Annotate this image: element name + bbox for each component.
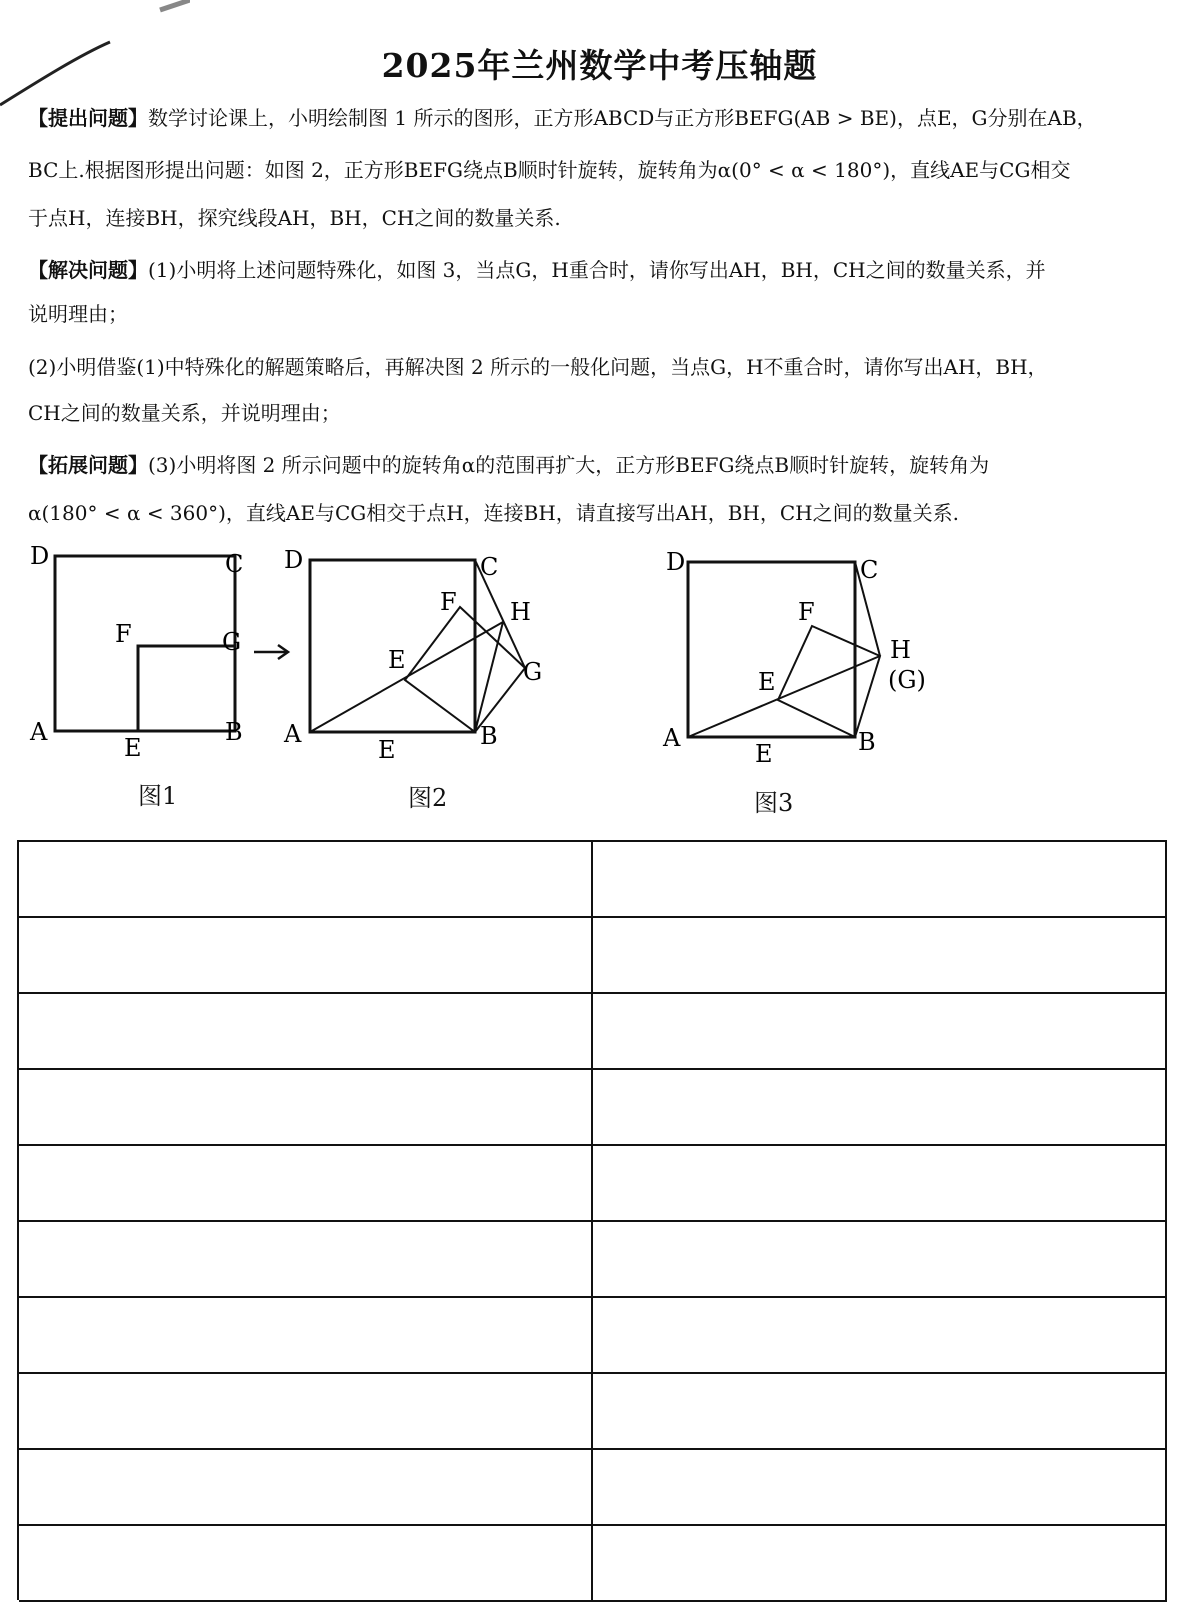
label-b: B — [225, 718, 243, 746]
label-f: F — [115, 620, 132, 648]
answer-grid — [17, 840, 1167, 1600]
figure-2 — [280, 540, 570, 770]
line-ae — [688, 656, 880, 737]
label-h: H — [510, 598, 531, 626]
square-befg — [138, 646, 235, 731]
answer-cell[interactable] — [19, 1526, 593, 1602]
answer-cell[interactable] — [19, 994, 593, 1070]
answer-cell[interactable] — [19, 1070, 593, 1146]
label-e: E — [124, 734, 142, 762]
tag-raise-problem: 【提出问题】 — [28, 106, 148, 130]
answer-cell[interactable] — [593, 1374, 1167, 1450]
label-b: B — [480, 722, 498, 750]
label-f: F — [798, 598, 815, 626]
square-befg — [778, 626, 880, 737]
figure-2-caption: 图2 — [408, 784, 448, 812]
raise-line-1: 【提出问题】数学讨论课上，小明绘制图 1 所示的图形，正方形ABCD与正方形BEFG(AB > BE)，点E，G分别在AB， — [28, 106, 1097, 130]
label-a: A — [30, 718, 48, 746]
answer-cell[interactable] — [19, 1146, 593, 1222]
tag-extend-problem: 【拓展问题】 — [28, 453, 148, 477]
figure-3 — [660, 540, 950, 770]
square-befg — [405, 607, 525, 732]
figure-1 — [20, 540, 270, 770]
page-title: 2025年兰州数学中考压轴题 — [381, 46, 818, 85]
answer-cell[interactable] — [593, 1526, 1167, 1602]
label-e-inner: E — [388, 646, 406, 674]
answer-cell[interactable] — [19, 1298, 593, 1374]
label-c: C — [860, 556, 879, 584]
solve-line-2: 说明理由； — [28, 302, 128, 326]
answer-cell[interactable] — [593, 1450, 1167, 1526]
answer-cell[interactable] — [593, 1070, 1167, 1146]
label-g: G — [523, 658, 543, 686]
tag-solve-problem: 【解决问题】 — [28, 258, 148, 282]
label-a: A — [284, 720, 302, 748]
square-abcd — [55, 556, 235, 731]
solve-line-1: 【解决问题】(1)小明将上述问题特殊化，如图 3，当点G，H重合时，请你写出AH，BH，CH之间的数量关系，并 — [28, 258, 1046, 282]
label-d: D — [284, 546, 304, 574]
label-a: A — [663, 724, 681, 752]
label-d: D — [30, 542, 50, 570]
label-d: D — [666, 548, 686, 576]
extend-line-1: 【拓展问题】(3)小明将图 2 所示问题中的旋转角α的范围再扩大，正方形BEFG绕点B顺时针旋转，旋转角为 — [28, 453, 990, 477]
label-e-bottom: E — [755, 740, 773, 768]
label-b: B — [858, 728, 876, 756]
answer-cell[interactable] — [19, 1374, 593, 1450]
answer-cell[interactable] — [593, 1146, 1167, 1222]
answer-cell[interactable] — [19, 842, 593, 918]
label-e-inner: E — [758, 668, 776, 696]
answer-cell[interactable] — [19, 1222, 593, 1298]
label-g: (G) — [888, 666, 926, 694]
raise-line-2: BC上.根据图形提出问题：如图 2，正方形BEFG绕点B顺时针旋转，旋转角为α(0° < α < 180°)，直线AE与CG相交 — [28, 158, 1071, 182]
label-c: C — [225, 550, 244, 578]
answer-cell[interactable] — [593, 918, 1167, 994]
label-g: G — [222, 628, 242, 656]
label-h: H — [890, 636, 911, 664]
square-abcd — [688, 562, 855, 737]
answer-cell[interactable] — [19, 918, 593, 994]
answer-cell[interactable] — [19, 1450, 593, 1526]
answer-cell[interactable] — [593, 1222, 1167, 1298]
answer-cell[interactable] — [593, 842, 1167, 918]
label-f: F — [440, 588, 457, 616]
solve-line-3: (2)小明借鉴(1)中特殊化的解题策略后，再解决图 2 所示的一般化问题，当点G，H不重合时，请你写出AH，BH， — [28, 355, 1048, 379]
extend-line-2: α(180° < α < 360°)，直线AE与CG相交于点H，连接BH，请直接写出AH，BH，CH之间的数量关系. — [28, 501, 959, 525]
label-e-bottom: E — [378, 736, 396, 764]
answer-cell[interactable] — [593, 994, 1167, 1070]
figure-1-caption: 图1 — [138, 782, 178, 810]
raise-line-3: 于点H，连接BH，探究线段AH，BH，CH之间的数量关系. — [28, 206, 561, 230]
figure-3-caption: 图3 — [754, 789, 794, 817]
answer-cell[interactable] — [593, 1298, 1167, 1374]
solve-line-4: CH之间的数量关系，并说明理由； — [28, 401, 341, 425]
label-c: C — [480, 553, 499, 581]
